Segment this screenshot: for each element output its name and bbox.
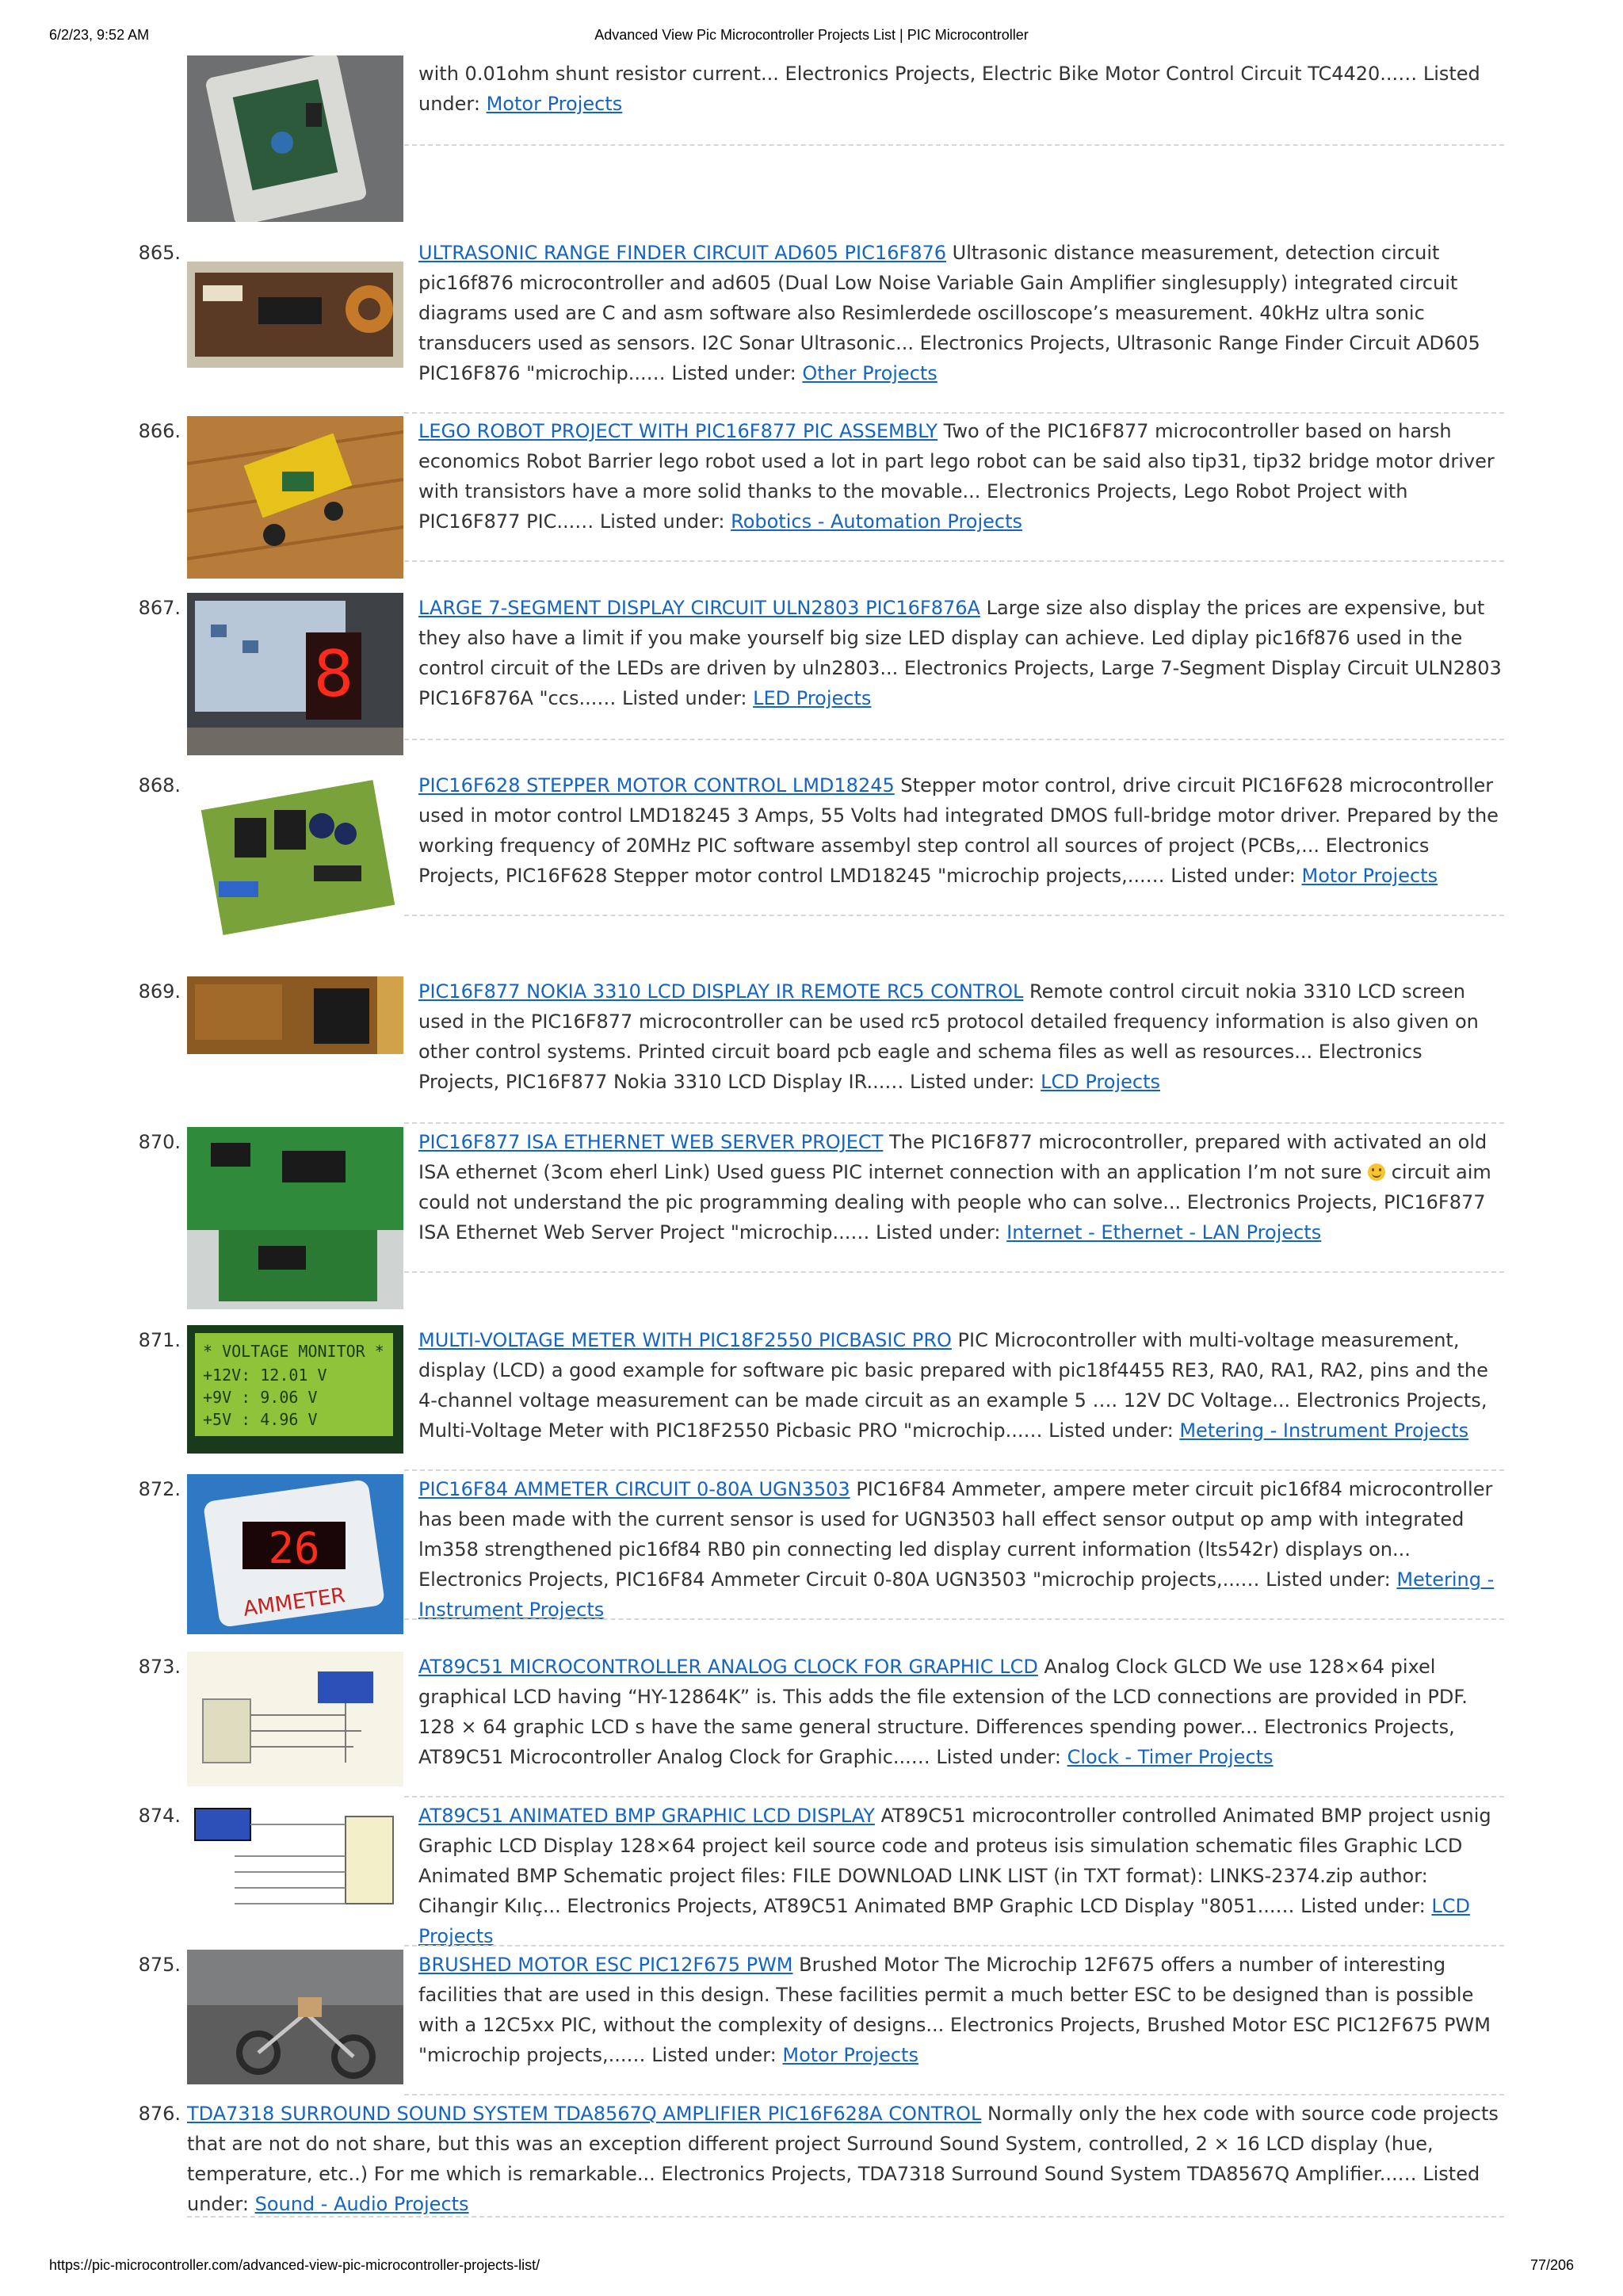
category-link[interactable]: Clock - Timer Projects	[1067, 1746, 1274, 1768]
project-title-link[interactable]: PIC16F628 STEPPER MOTOR CONTROL LMD18245	[418, 774, 895, 797]
category-link[interactable]: Metering - Instrument Projects	[418, 1568, 1495, 1621]
svg-text:8: 8	[313, 637, 354, 711]
svg-text:+5V : 4.96 V: +5V : 4.96 V	[203, 1410, 318, 1429]
entry-number: 875.	[138, 1954, 181, 1976]
project-thumbnail[interactable]	[187, 262, 403, 368]
project-title-link[interactable]: AT89C51 MICROCONTROLLER ANALOG CLOCK FOR GRAPHIC LCD	[418, 1656, 1038, 1678]
entry-text: PIC16F84 Ammeter, ampere meter circuit pic16f84 microcontroller has been made with the current sensor is used for UGN3503 hall effect sensor output op amp with integrated lm358 strengthened pic16f84 RB0 pin connecting led display current information (lts542r) displays on... Electronics Projects, PIC16F84 Ammeter Circuit 0-80A UGN3503 "microchip projects,...… Listed under:	[418, 1478, 1493, 1591]
project-thumbnail[interactable]	[187, 1474, 403, 1634]
entry-text: Remote control circuit nokia 3310 LCD screen used in the PIC16F877 microcontroller can be used rc5 protocol detailed frequency information is also given on other control systems. Printed circuit board pcb eagle and schema files as well as resources... Electronics Projects, PIC16F877 Nokia 3310 LCD Display IR...… Listed under:	[418, 980, 1479, 1093]
project-thumbnail[interactable]	[187, 55, 403, 222]
entry-number: 873.	[138, 1656, 181, 1678]
category-link[interactable]: Motor Projects	[782, 2044, 918, 2066]
divider	[404, 144, 1504, 146]
entry-text: Stepper motor control, drive circuit PIC16F628 microcontroller used in motor control LMD18245 3 Amps, 55 Volts had integrated DMOS full-bridge motor driver. Prepared by the working frequency of 20MHz PIC software assembyl step control all sources of project (PCBs,... Electronics Projects, PIC16F628 Stepper motor control LMD18245 "microchip projects,...… Listed under:	[418, 774, 1499, 887]
entry-number: 869.	[138, 980, 181, 1003]
category-link[interactable]: Motor Projects	[486, 93, 623, 115]
print-footer	[0, 2257, 1623, 2276]
category-link[interactable]: LED Projects	[753, 687, 872, 709]
entry-number: 871.	[138, 1329, 181, 1351]
project-thumbnail[interactable]	[187, 1127, 403, 1309]
print-datetime: 6/2/23, 9:52 AM	[49, 27, 150, 43]
divider	[404, 1469, 1504, 1471]
svg-text:26: 26	[268, 1523, 320, 1573]
svg-text:AMMETER: AMMETER	[242, 1584, 347, 1622]
print-page-number: 77/206	[1529, 2257, 1574, 2273]
entry-number: 876.	[138, 2103, 181, 2125]
entry-text: AT89C51 microcontroller controlled Animated BMP project usnig Graphic LCD Display 128×64 project keil source code and proteus isis simulation schematic files Graphic LCD Animated BMP Schematic project files: FILE DOWNLOAD LINK LIST (in TXT format): LINKS-2374.zip author: Cihangir Kılıç... Electronics Projects, AT89C51 Animated BMP Graphic LCD Display "8051...… Listed under:	[418, 1805, 1491, 1917]
divider	[404, 2094, 1504, 2095]
entry-text: with 0.01ohm shunt resistor current... Electronics Projects, Electric Bike Motor Control Circuit TC4420...… Listed under:	[418, 63, 1480, 115]
project-thumbnail[interactable]	[187, 1325, 403, 1454]
entry-text: Analog Clock GLCD We use 128×64 pixel graphical LCD having “HY-12864K” is. This adds the file extension of the LCD connections are provided in PDF. 128 × 64 graphic LCD s have the same general structure. Differences spending power... Electronics Projects, AT89C51 Microcontroller Analog Clock for Graphic...… Listed under:	[418, 1656, 1468, 1768]
project-title-link[interactable]: AT89C51 ANIMATED BMP GRAPHIC LCD DISPLAY	[418, 1805, 875, 1827]
divider	[404, 915, 1504, 916]
divider	[187, 2216, 1504, 2218]
divider	[404, 560, 1504, 562]
svg-text:* VOLTAGE MONITOR *: * VOLTAGE MONITOR *	[203, 1342, 384, 1361]
category-link[interactable]: Metering - Instrument Projects	[1179, 1419, 1469, 1442]
svg-text:+12V: 12.01 V: +12V: 12.01 V	[203, 1366, 327, 1385]
print-header	[0, 27, 1623, 46]
divider	[404, 1122, 1504, 1124]
project-title-link[interactable]: ULTRASONIC RANGE FINDER CIRCUIT AD605 PIC16F876	[418, 242, 947, 264]
entry-text: Ultrasonic distance measurement, detection circuit pic16f876 microcontroller and ad605 (Dual Low Noise Variable Gain Amplifier singlesupply) integrated circuit diagrams used are C and asm software also Resimlerdede oscilloscope’s measurement. 40kHz ultra sonic transducers used as sensors. I2C Sonar Ultrasonic... Electronics Projects, Ultrasonic Range Finder Circuit AD605 PIC16F876 "microchip...… Listed under:	[418, 242, 1480, 384]
category-link[interactable]: Sound - Audio Projects	[254, 2193, 469, 2215]
smiley-face-icon	[1368, 1163, 1385, 1181]
entry-text: Normally only the hex code with source code projects that are not do not share, but this was an exception different project Surround Sound System, controlled, 2 × 16 LCD display (hue, temperature, etc..) For me which is remarkable... Electronics Projects, TDA7318 Surround Sound System TDA8567Q Amplifier...… Listed under:	[187, 2103, 1499, 2215]
print-page-title: Advanced View Pic Microcontroller Projects List | PIC Microcontroller	[594, 27, 1029, 43]
divider	[404, 739, 1504, 740]
divider	[404, 412, 1504, 414]
project-thumbnail[interactable]	[187, 1950, 403, 2084]
category-link[interactable]: Robotics - Automation Projects	[731, 510, 1023, 533]
entry-text: circuit aim could not understand the pic programming dealing with people who can solve... Electronics Projects, PIC16F877 ISA Ethernet Web Server Project "microchip...… Listed under:	[418, 1161, 1491, 1244]
category-link[interactable]: Internet - Ethernet - LAN Projects	[1006, 1221, 1322, 1244]
project-thumbnail[interactable]	[187, 593, 403, 755]
entry-number: 866.	[138, 420, 181, 442]
print-url[interactable]: https://pic-microcontroller.com/advanced-view-pic-microcontroller-projects-list/	[49, 2257, 540, 2273]
project-title-link[interactable]: MULTI-VOLTAGE METER WITH PIC18F2550 PICBASIC PRO	[418, 1329, 952, 1351]
category-link[interactable]: Other Projects	[802, 362, 938, 384]
entry-number: 870.	[138, 1131, 181, 1153]
project-thumbnail[interactable]	[187, 770, 403, 945]
project-title-link[interactable]: BRUSHED MOTOR ESC PIC12F675 PWM	[418, 1954, 793, 1976]
project-title-link[interactable]: LARGE 7-SEGMENT DISPLAY CIRCUIT ULN2803 PIC16F876A	[418, 597, 980, 619]
project-title-link[interactable]: TDA7318 SURROUND SOUND SYSTEM TDA8567Q AMPLIFIER PIC16F628A CONTROL	[187, 2103, 982, 2125]
entry-number: 865.	[138, 242, 181, 264]
divider	[404, 1796, 1504, 1797]
project-thumbnail[interactable]	[187, 1652, 403, 1786]
project-title-link[interactable]: PIC16F877 ISA ETHERNET WEB SERVER PROJECT	[418, 1131, 884, 1153]
divider	[404, 1945, 1504, 1946]
category-link[interactable]: LCD Projects	[1041, 1071, 1160, 1093]
entry-text: Large size also display the prices are expensive, but they also have a limit if you make yourself big size LED display can achieve. Led diplay pic16f876 used in the control circuit of the LEDs are driven by uln2803... Electronics Projects, Large 7-Segment Display Circuit ULN2803 PIC16F876A "ccs...… Listed under:	[418, 597, 1502, 709]
entry-number: 872.	[138, 1478, 181, 1500]
svg-text:+9V : 9.06 V: +9V : 9.06 V	[203, 1388, 318, 1407]
category-link[interactable]: LCD Projects	[418, 1895, 1470, 1947]
project-thumbnail[interactable]	[187, 1801, 403, 1920]
project-title-link[interactable]: PIC16F84 AMMETER CIRCUIT 0-80A UGN3503	[418, 1478, 850, 1500]
divider	[404, 1618, 1504, 1620]
project-title-link[interactable]: LEGO ROBOT PROJECT WITH PIC16F877 PIC ASSEMBLY	[418, 420, 938, 442]
entry-number: 867.	[138, 597, 181, 619]
entry-text: Two of the PIC16F877 microcontroller based on harsh economics Robot Barrier lego robot used a lot in part lego robot can be said also tip31, tip32 bridge motor driver with transistors have a more solid thanks to the movable... Electronics Projects, Lego Robot Project with PIC16F877 PIC...… Listed under:	[418, 420, 1495, 533]
project-title-link[interactable]: PIC16F877 NOKIA 3310 LCD DISPLAY IR REMOTE RC5 CONTROL	[418, 980, 1024, 1003]
project-thumbnail[interactable]	[187, 976, 403, 1054]
entry-number: 868.	[138, 774, 181, 797]
entry-number: 874.	[138, 1805, 181, 1827]
project-thumbnail[interactable]	[187, 416, 403, 579]
entry-text: The PIC16F877 microcontroller, prepared with activated an old ISA ethernet (3com eherl Link) Used guess PIC internet connection with an application I’m not sure	[418, 1131, 1487, 1183]
entry-text: Brushed Motor The Microchip 12F675 offers a number of interesting facilities that are used in this design. These facilities permit a much better ESC to be designed than is possible with a 12C5xx PIC, without the complexity of designs... Electronics Projects, Brushed Motor ESC PIC12F675 PWM "microchip projects,...… Listed under:	[418, 1954, 1491, 2066]
divider	[404, 1271, 1504, 1273]
category-link[interactable]: Motor Projects	[1301, 865, 1438, 887]
entry-text: PIC Microcontroller with multi-voltage measurement, display (LCD) a good example for software pic basic prepared with pic18f4455 RE3, RA0, RA1, RA2, pins and the 4-channel voltage measurement can be made circuit as an example 5 …. 12V DC Voltage... Electronics Projects, Multi-Voltage Meter with PIC18F2550 Picbasic PRO "microchip...… Listed under:	[418, 1329, 1488, 1442]
